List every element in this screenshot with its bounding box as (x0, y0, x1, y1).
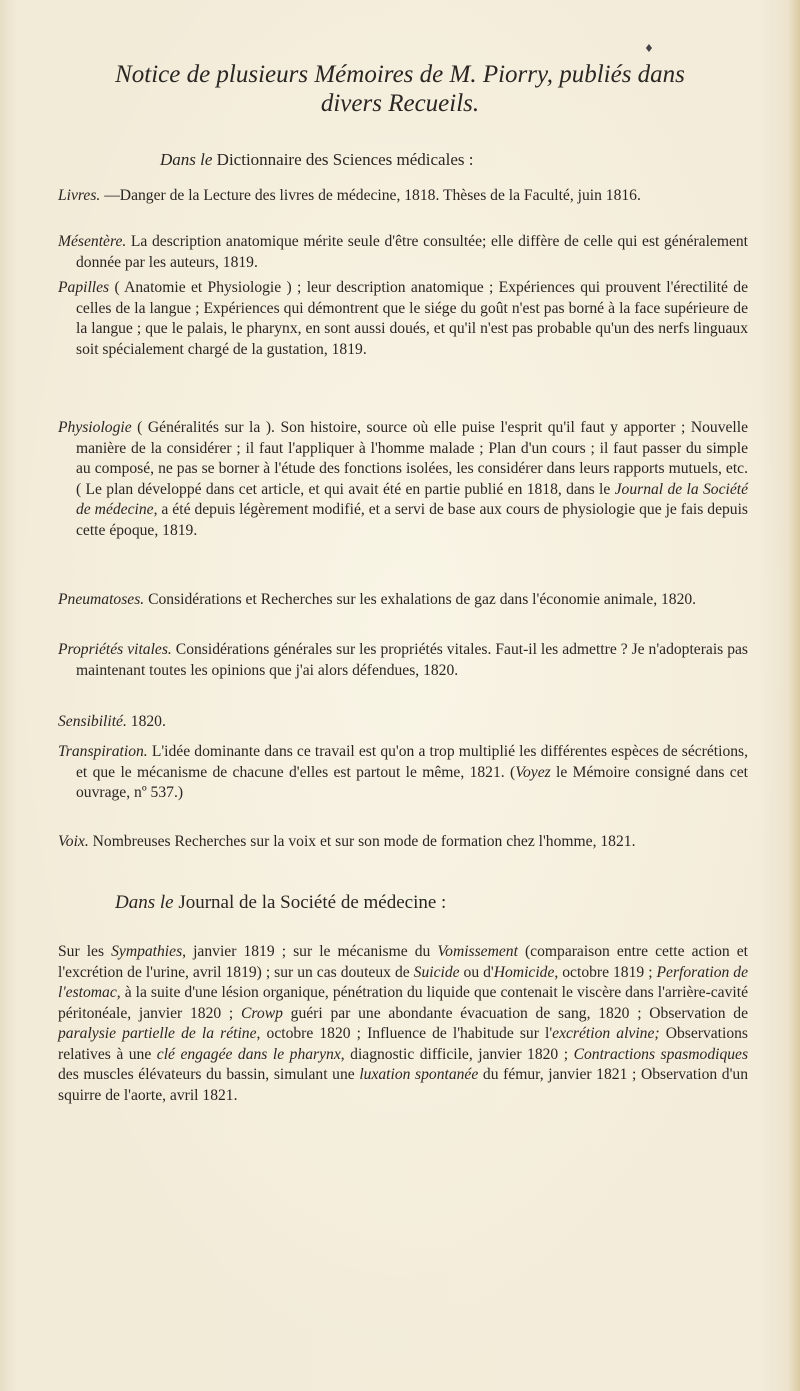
entry-text: Considérations et Recherches sur les exhalations de gaz dans l'économie animale, 1820. (144, 591, 697, 608)
journal-segment-italic: Perforation de l'estomac, (58, 963, 748, 1001)
journal-segment: , diagnostic difficile, janvier 1820 ; (340, 1045, 574, 1063)
entry-text: ( Généralités sur la ). Son histoire, source où elle puise l'esprit qu'il faut y apporter ; Nouvelle manière de la considérer ; il faut l'appliquer à l'homme malade ; Plan d'un cours ; il faut passer du simple au composé, ne pas se borner à l'étude des fonctions isolées, les considérer dans leurs rapports mutuels, etc. ( Le plan développé dans cet article, et qui avait été en partie publié en 1818, dans le (76, 419, 748, 498)
entry-text: ( Anatomie et Physiologie ) ; leur description anatomique ; Expériences qui prouvent l'érectilité de celles de la langue ; Expériences qui démontrent que le siége du goût n'est pas borné à la face supérieure de la langue ; que le palais, le pharynx, en sont aussi doués, et qu'il n'est pas probable qu'un des nerfs linguaux soit spécialement chargé de la gustation, 1819. (76, 279, 748, 358)
section-heading-dictionnaire (160, 150, 473, 170)
journal-segment: Sur les (58, 943, 112, 960)
title-line-2: divers Recueils. (320, 90, 480, 117)
journal-segment-italic: excrétion alvine; (552, 1025, 660, 1042)
title-line-1: Notice de plusieurs Mémoires de M. Piorry, publiés dans (115, 61, 685, 88)
journal-segment-italic: Suicide (413, 963, 460, 981)
journal-segment-italic: luxation spontanée (359, 1066, 479, 1083)
journal-segment: (comparaison entre cette action et l'excrétion de l'urine, avril 1819) ; sur un cas douteux de (58, 943, 749, 981)
journal-segment: guéri par une abondante évacuation de sang, 1820 ; Observation de (282, 1004, 748, 1022)
entry-head: Mésentère. (58, 233, 127, 250)
entry-physiologie (58, 418, 748, 541)
section-heading-journal (115, 892, 446, 914)
section-heading-text: Dictionnaire des Sciences médicales : (216, 150, 474, 169)
entry-head: Propriétés vitales. (58, 641, 172, 658)
journal-segment-italic: Contractions spasmodiques (573, 1045, 749, 1063)
journal-segment: , janvier 1819 ; sur le mécanisme du (182, 943, 438, 960)
journal-segment: ou d' (459, 963, 494, 981)
entry-mesentere (58, 232, 748, 273)
entry-head: Pneumatoses. (58, 591, 145, 608)
entry-head: Physiologie (58, 419, 132, 436)
journal-segment: des muscles élévateurs du bassin, simulant une (58, 1066, 360, 1083)
section-heading-prefix: Dans le (115, 892, 174, 913)
journal-segment-italic: Vomissement (437, 943, 518, 960)
entry-voix (58, 832, 748, 853)
entry-head: Papilles (58, 279, 110, 296)
entry-text-cont: le Mémoire consigné dans cet ouvrage, nº 537.) (76, 763, 748, 801)
journal-segment: Observations relatives à une (58, 1025, 748, 1063)
entry-proprietes-vitales (58, 640, 748, 681)
entry-text: La description anatomique mérite seule d'être consultée; elle diffère de celle qui est généralement donnée par les auteurs, 1819. (76, 233, 748, 271)
journal-segment: du fémur, janvier 1821 ; Observation d'un squirre de l'aorte, avril 1821. (58, 1066, 748, 1104)
page-title (100, 60, 700, 118)
journal-segment-italic: Homicide (493, 963, 555, 981)
entry-head: Voix. (58, 833, 89, 850)
journal-segment-italic: Sympathies (111, 943, 183, 960)
entry-sensibilite (58, 712, 748, 733)
entry-papilles (58, 278, 748, 360)
journal-segment: , octobre 1820 ; Influence de l'habitude sur l' (256, 1025, 553, 1042)
ornament-mark: ♦ (644, 42, 654, 55)
entry-text: Nombreuses Recherches sur la voix et sur son mode de formation chez l'homme, 1821. (88, 833, 636, 850)
journal-paragraph (58, 942, 748, 1106)
entry-head: Livres. (58, 187, 101, 204)
entry-pneumatoses (58, 590, 748, 611)
journal-segment-italic: Crowp (241, 1004, 283, 1022)
entry-head: Sensibilité. (58, 713, 127, 730)
journal-segment: , octobre 1819 ; (554, 963, 657, 981)
entry-text: —Danger de la Lecture des livres de médecine, 1818. Thèses de la Faculté, juin 1816. (100, 187, 641, 204)
voyez-word: Voyez (515, 763, 551, 781)
entry-text: L'idée dominante dans ce travail est qu'on a trop multiplié les différentes espèces de sécrétions, et que le mécanisme de chacune d'elles est partout le même, 1821. ( (76, 743, 748, 781)
journal-segment: à la suite d'une lésion organique, pénétration du liquide que contenait le viscère dans l'arrière-cavité péritonéale, janvier 1820 ; (58, 984, 748, 1022)
journal-segment-italic: clé engagée dans le pharynx (156, 1045, 341, 1063)
page-edge-shadow (788, 0, 800, 1391)
journal-title: Journal de la Société de médecine (76, 480, 748, 518)
section-heading-prefix: Dans le (160, 150, 213, 169)
entry-head: Transpiration. (58, 743, 148, 760)
entry-livres (58, 186, 748, 207)
section-heading-text: Journal de la Société de médecine : (178, 892, 447, 913)
journal-segment-italic: paralysie partielle de la rétine (58, 1025, 257, 1042)
entry-text-cont: , a été depuis légèrement modifié, et a servi de base aux cours de physiologie que je fais depuis cette époque, 1819. (76, 501, 748, 539)
entry-text: Considérations générales sur les propriétés vitales. Faut-il les admettre ? Je n'adopterais pas maintenant toutes les opinions que j'ai alors défendues, 1820. (76, 641, 748, 679)
entry-transpiration (58, 742, 748, 804)
entry-text: 1820. (126, 713, 166, 730)
